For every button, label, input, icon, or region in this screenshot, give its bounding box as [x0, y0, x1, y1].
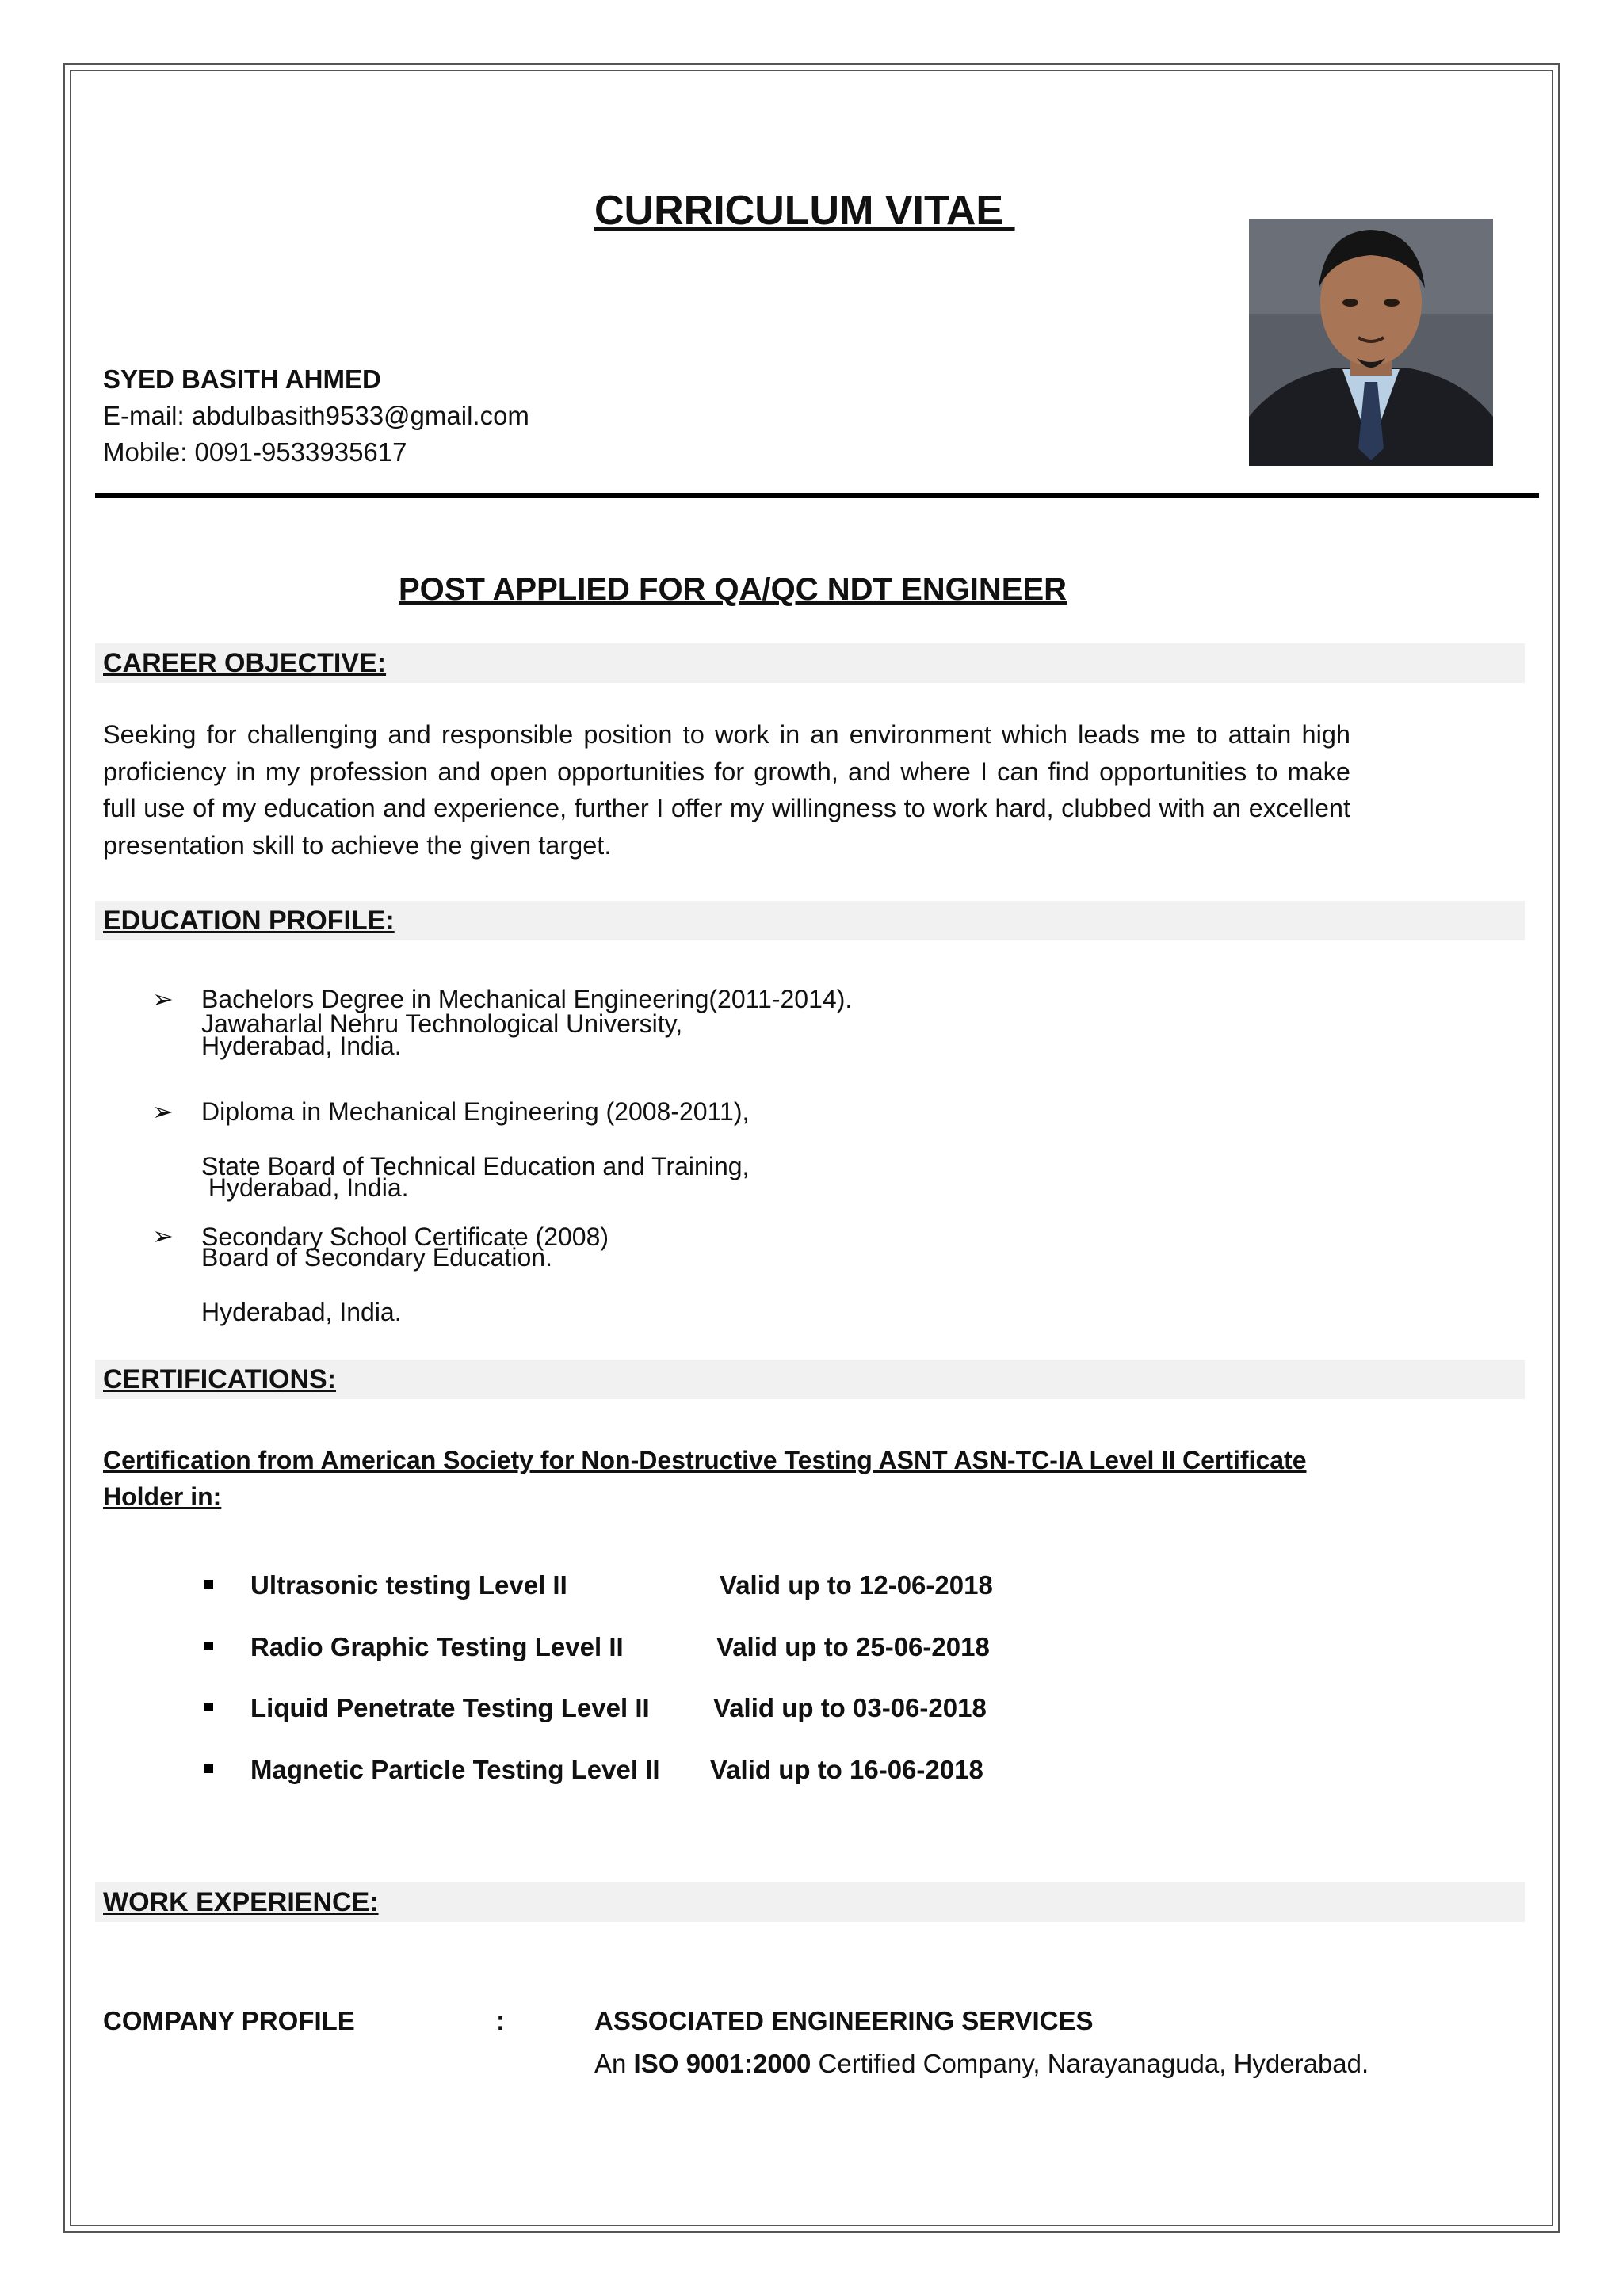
education-line: Secondary School Certificate (2008)	[201, 1222, 609, 1251]
education-line: State Board of Technical Education and Training,	[201, 1152, 750, 1180]
certifications-heading: CERTIFICATIONS:	[103, 1364, 337, 1394]
header-divider	[95, 493, 1539, 498]
education-line: Board of Secondary Education.	[201, 1243, 552, 1272]
company-profile-colon: :	[496, 2006, 505, 2035]
career-objective-heading: CAREER OBJECTIVE:	[103, 648, 387, 678]
career-objective-text: Seeking for challenging and responsible position to work in an environment which leads me to attain high proficiency in my profession and open opportunities for growth, and where I can find opportunities to make full use of my education and experience, further I offer my willingness to work hard, clubbed with an excellent presentation skill to achieve the given target.	[103, 720, 1350, 860]
mobile-text: Mobile: 0091-9533935617	[103, 437, 407, 467]
cert-valid: Valid up to 16-06-2018	[710, 1755, 983, 1784]
post-applied-title: POST APPLIED FOR QA/QC NDT ENGINEER	[399, 572, 1067, 607]
company-desc-prefix: An	[594, 2049, 634, 2078]
email-text: E-mail: abdulbasith9533@gmail.com	[103, 401, 529, 430]
cv-title: CURRICULUM VITAE	[594, 188, 1015, 234]
arrow-bullet-icon: ➢	[152, 1222, 174, 1250]
education-line: Bachelors Degree in Mechanical Engineering(2011-2014).	[201, 985, 853, 1013]
company-description	[594, 2049, 1369, 2079]
square-bullet-icon	[204, 1642, 213, 1650]
person-portrait-icon	[1249, 219, 1493, 466]
cert-valid: Valid up to 03-06-2018	[713, 1693, 987, 1722]
cert-valid: Valid up to 12-06-2018	[720, 1570, 993, 1600]
company-profile-label: COMPANY PROFILE	[103, 2006, 355, 2035]
cert-name: Ultrasonic testing Level II	[250, 1570, 567, 1600]
education-line: Hyderabad, India.	[201, 1173, 409, 1202]
cert-name: Radio Graphic Testing Level II	[250, 1632, 624, 1661]
certification-title: Certification from American Society for Non-Destructive Testing ASNT ASN-TC-IA Level II Certificate Holder in:	[103, 1446, 1307, 1511]
square-bullet-icon	[204, 1764, 213, 1773]
company-name: ASSOCIATED ENGINEERING SERVICES	[594, 2006, 1094, 2035]
arrow-bullet-icon: ➢	[152, 985, 174, 1013]
work-experience-heading: WORK EXPERIENCE:	[103, 1887, 379, 1917]
cert-name: Magnetic Particle Testing Level II	[250, 1755, 660, 1784]
profile-photo	[1249, 219, 1493, 466]
education-line: Hyderabad, India.	[201, 1032, 402, 1060]
arrow-bullet-icon: ➢	[152, 1097, 174, 1126]
cert-name: Liquid Penetrate Testing Level II	[250, 1693, 650, 1722]
education-line: Diploma in Mechanical Engineering (2008-2011),	[201, 1097, 750, 1126]
education-profile-heading: EDUCATION PROFILE:	[103, 906, 395, 936]
square-bullet-icon	[204, 1703, 213, 1711]
company-desc-iso: ISO 9001:2000	[633, 2049, 812, 2078]
education-line: Hyderabad, India.	[201, 1298, 402, 1326]
square-bullet-icon	[204, 1580, 213, 1589]
cert-valid: Valid up to 25-06-2018	[716, 1632, 990, 1661]
candidate-name: SYED BASITH AHMED	[103, 364, 381, 394]
company-desc-suffix: Certified Company, Narayanaguda, Hyderabad.	[811, 2049, 1369, 2078]
education-line: Jawaharlal Nehru Technological University,	[201, 1009, 683, 1038]
